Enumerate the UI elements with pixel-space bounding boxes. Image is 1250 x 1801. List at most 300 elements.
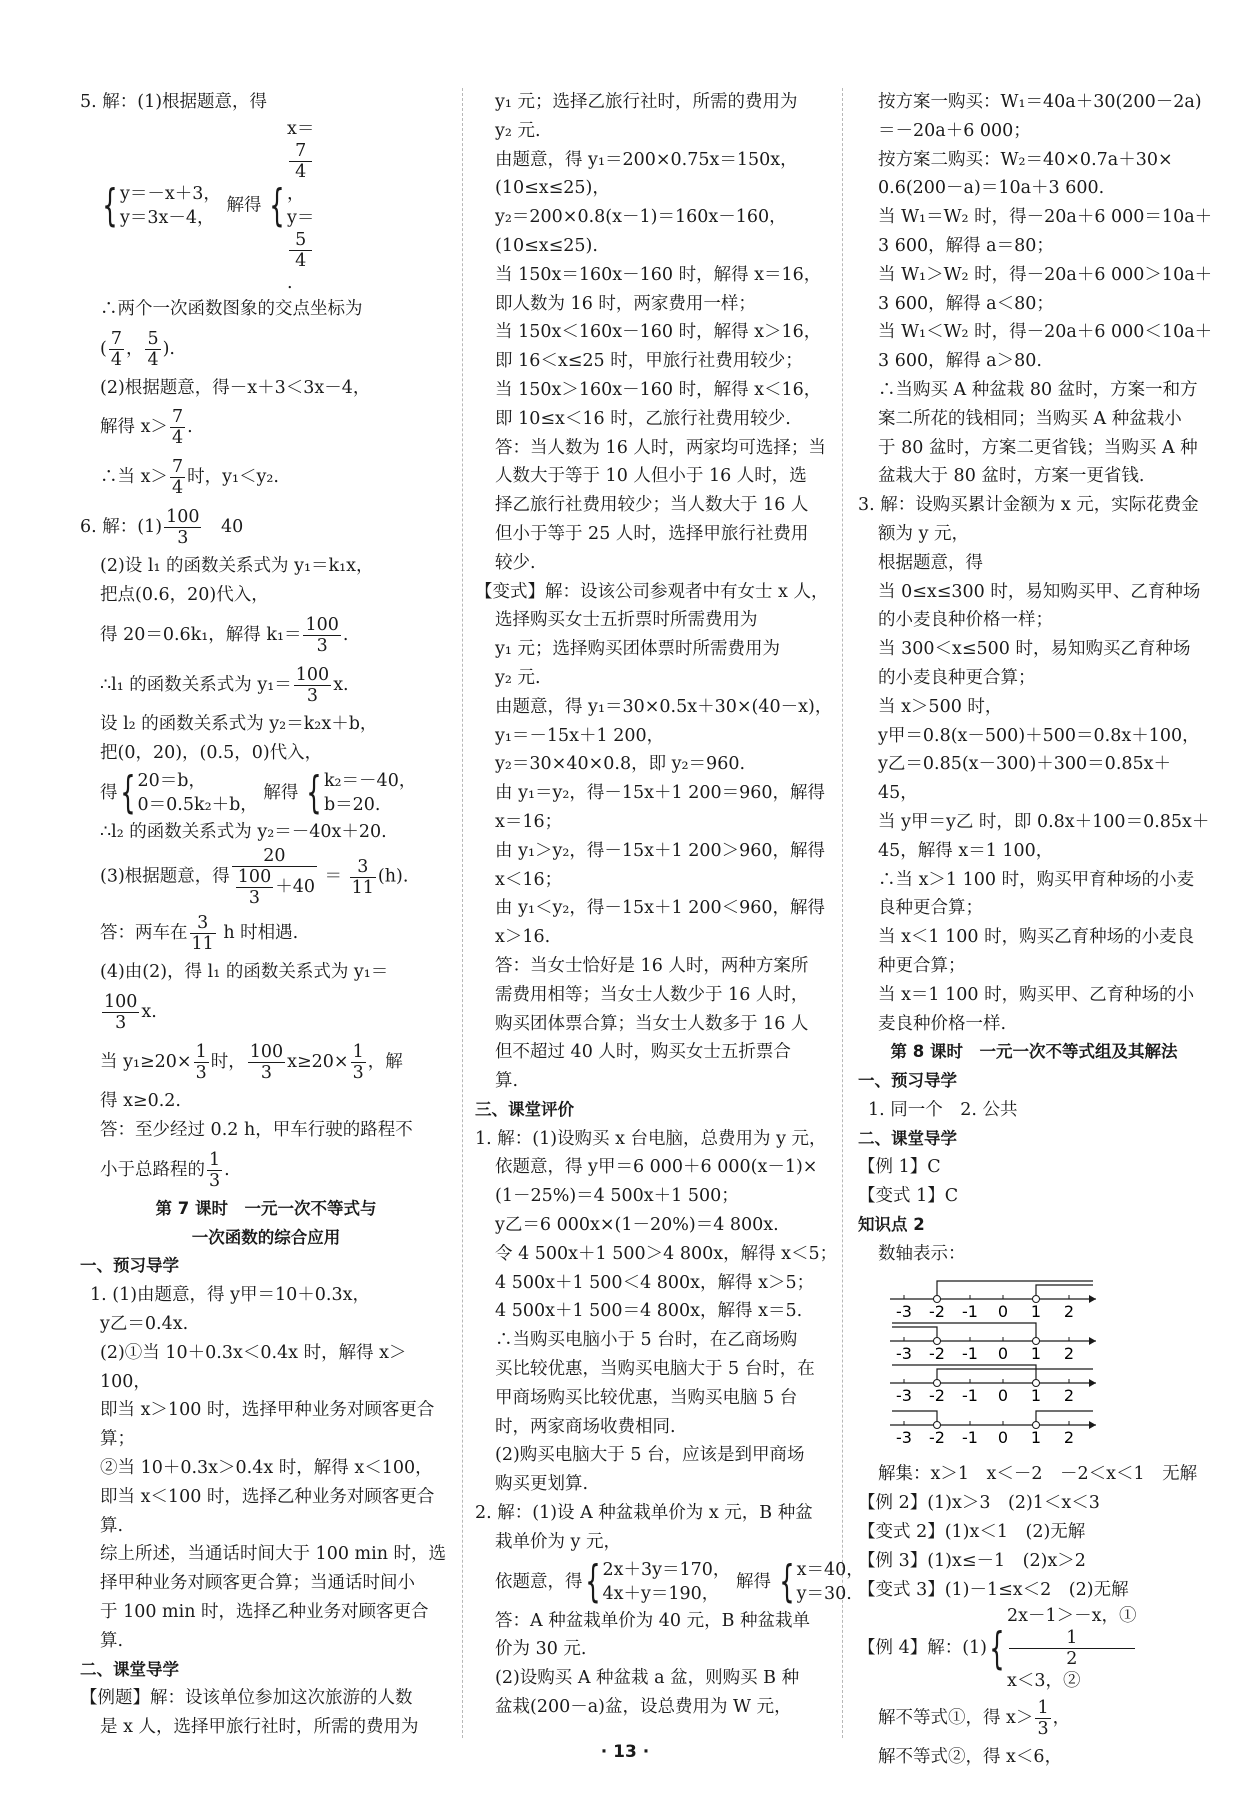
text: 依题意，得 xyxy=(495,1571,583,1592)
text-line: 4 500x＋1 500＝4 800x，解得 x＝5. xyxy=(495,1301,803,1322)
text: ( xyxy=(100,338,107,359)
fraction xyxy=(194,1042,209,1083)
text: 得 20＝0.6k₁，解得 k₁＝ xyxy=(100,624,302,645)
text: ＋40 xyxy=(275,877,315,898)
text: x. xyxy=(333,674,349,695)
text-line: y₂ 元. xyxy=(495,667,541,688)
numerator: 100 xyxy=(305,614,339,635)
tick-label: 2 xyxy=(1063,1301,1075,1321)
open-point xyxy=(1033,1421,1040,1428)
text-line: 盆栽大于 80 盆时，方案一更省钱. xyxy=(878,466,1145,487)
fraction xyxy=(170,407,185,448)
numerator: 7 xyxy=(171,407,184,428)
text-line xyxy=(475,1556,864,1608)
text: x≥20× xyxy=(287,1052,349,1073)
equation: 2x＋3y＝170， xyxy=(602,1560,731,1581)
open-point xyxy=(934,1295,941,1302)
text-line: 择乙旅行社费用较少；当人数大于 16 人 xyxy=(495,495,809,516)
numerator: 5 xyxy=(289,230,312,251)
denominator: 3 xyxy=(306,685,319,706)
text-line: y₂ 元. xyxy=(495,120,541,141)
text-line: (1－25%)＝4 500x＋1 500； xyxy=(495,1186,739,1207)
inequality: 2x－1＞－x，① xyxy=(1007,1606,1137,1627)
text: ，解 xyxy=(367,1052,403,1073)
text-line: 算. xyxy=(495,1071,519,1092)
column-divider-1 xyxy=(462,88,463,1738)
equation-system xyxy=(287,117,314,295)
equation: k₂＝－40， xyxy=(323,771,417,792)
text-line: 是 x 人，选择甲旅行社时，所需的费用为 xyxy=(100,1717,419,1738)
fraction xyxy=(289,141,312,182)
text: 解不等式①，得 x＞ xyxy=(878,1708,1034,1729)
text: 解得 xyxy=(730,1571,777,1592)
text-line: 0.6(200－a)＝10a＋3 600. xyxy=(878,178,1105,199)
example-line: 【例题】解：设该单位参加这次旅游的人数 xyxy=(80,1688,413,1709)
tick-label: -3 xyxy=(896,1343,912,1363)
equation xyxy=(287,117,314,206)
solution-ray xyxy=(892,1411,937,1425)
text: h 时相遇. xyxy=(217,923,299,944)
text-line: 于 80 盆时，方案二更省钱；当购买 A 种 xyxy=(878,437,1198,458)
example-line: 【例 1】C xyxy=(858,1157,941,1178)
text: . xyxy=(342,624,349,645)
text: ). xyxy=(162,338,175,359)
text-line: 种更合算； xyxy=(878,955,966,976)
text-line: 价为 30 元. xyxy=(495,1639,587,1660)
text: 时， xyxy=(210,1052,246,1073)
numerator: 20 xyxy=(232,846,317,867)
text-line: 根据题意，得 xyxy=(878,552,983,573)
tick-label: 2 xyxy=(1063,1427,1075,1447)
numerator: 100 xyxy=(295,664,330,685)
text-line: 答：当女士恰好是 16 人时，两种方案所 xyxy=(495,955,809,976)
text-line: 100， xyxy=(100,1371,151,1392)
brace: { xyxy=(102,179,118,231)
text: (h). xyxy=(377,866,409,887)
text-line: 当 150x＞160x－160 时，解得 x＜16， xyxy=(495,379,822,400)
text: . xyxy=(224,1159,230,1180)
text-line: 由题意，得 y₁＝200×0.75x＝150x， xyxy=(495,149,798,170)
open-point xyxy=(934,1337,941,1344)
tick-label: 0 xyxy=(997,1385,1009,1405)
solution-ray xyxy=(892,1323,1036,1341)
column-middle xyxy=(475,88,864,1738)
text-line: 答：当人数为 16 人时，两家均可选择；当 xyxy=(495,437,826,458)
fraction xyxy=(289,230,312,271)
text-line: 即当 x＞100 时，选择甲种业务对顾客更合 xyxy=(100,1400,435,1421)
fraction xyxy=(164,507,201,548)
text-line: 即 16＜x≤25 时，甲旅行社费用较少； xyxy=(495,351,803,372)
text-line: 3 600，解得 a＝80； xyxy=(878,235,1054,256)
text-line: ∴当购买 A 种盆栽 80 盆时，方案一和方 xyxy=(878,379,1198,400)
text-line: 择甲种业务对顾客更合算；当通话时间小 xyxy=(100,1573,415,1594)
text-line: y乙＝0.4x. xyxy=(100,1313,189,1334)
text-line: 依题意，得 y甲＝6 000＋6 000(x－1)× xyxy=(495,1157,818,1178)
text-line: 当 150x＜160x－160 时，解得 x＞16， xyxy=(495,322,822,343)
equation xyxy=(287,206,314,295)
numerator: 3 xyxy=(190,913,216,934)
text-line xyxy=(80,987,452,1037)
example-line xyxy=(858,1604,1210,1693)
denominator: 3 xyxy=(316,635,328,656)
denominator: 3 xyxy=(195,1063,207,1084)
number-line-diagrams xyxy=(888,1273,1108,1445)
number-line-1 xyxy=(890,1281,1096,1321)
problem-start: 2. 解：(1)设 A 种盆栽单价为 x 元，B 种盆 xyxy=(475,1503,813,1524)
tick-label: -1 xyxy=(962,1385,978,1405)
text-line xyxy=(80,610,452,660)
denominator: 3 xyxy=(115,1013,127,1034)
problem-start xyxy=(80,502,452,552)
denominator: 3 xyxy=(209,1170,221,1191)
brace: { xyxy=(584,1556,601,1608)
text-line: 于 100 min 时，选择乙种业务对顾客更合 xyxy=(100,1601,429,1622)
fraction xyxy=(350,857,376,898)
numerator: 5 xyxy=(147,328,159,349)
numerator: 7 xyxy=(289,141,312,162)
lesson-title: 一次函数的综合应用 xyxy=(191,1227,341,1247)
text-line: 案二所花的钱相同；当购买 A 种盆栽小 xyxy=(878,408,1182,429)
text-line: 4 500x＋1 500＜4 800x，解得 x＞5； xyxy=(495,1272,815,1293)
text-line: ②当 10＋0.3x＞0.4x 时，解得 x＜100， xyxy=(100,1457,433,1478)
fraction xyxy=(248,1042,285,1083)
text-line: 解不等式②，得 x＜6， xyxy=(878,1747,1063,1768)
text-line: ∴l₂ 的函数关系式为 y₂＝－40x＋20. xyxy=(100,821,387,842)
equation-system xyxy=(324,769,416,817)
text: . xyxy=(287,272,293,293)
text-line: 按方案二购买：W₂＝40×0.7a＋30× xyxy=(878,149,1173,170)
tick-label: -2 xyxy=(929,1427,945,1447)
text-line: x＜16； xyxy=(495,869,563,890)
text-line: 当 W₁＞W₂ 时，得－20a＋6 000＞10a＋ xyxy=(878,264,1213,285)
text-line: 令 4 500x＋1 500＞4 800x，解得 x＜5； xyxy=(495,1243,838,1264)
section-heading: 一、预习导学 xyxy=(80,1256,179,1276)
text-line: 即当 x＜100 时，选择乙种业务对顾客更合 xyxy=(100,1486,435,1507)
denominator xyxy=(232,867,317,908)
tick-label: -2 xyxy=(929,1343,945,1363)
denominator: 4 xyxy=(295,161,307,182)
text-line: 3 600，解得 a＜80； xyxy=(878,293,1054,314)
tick-label: 0 xyxy=(997,1301,1009,1321)
axis-arrow xyxy=(1089,1379,1096,1387)
text-line: (2)设 l₁ 的函数关系式为 y₁＝k₁x， xyxy=(100,556,374,577)
tick-label: -1 xyxy=(962,1427,978,1447)
text-line: 由 y₁＝y₂，得－15x＋1 200＝960，解得 xyxy=(495,783,826,804)
text-line: y乙＝0.85(x－300)＋300＝0.85x＋ xyxy=(878,754,1172,775)
numerator: 1 xyxy=(195,1042,207,1063)
text-line: 把(0，20)，(0.5，0)代入， xyxy=(100,742,323,763)
example-line: 【例 2】(1)x＞3 (2)1＜x＜3 xyxy=(858,1493,1100,1514)
text: 解得 xyxy=(257,782,304,803)
text-line: 的小麦良种价格一样； xyxy=(878,610,1053,631)
equation: x＝40， xyxy=(796,1560,864,1581)
text-line xyxy=(80,1037,452,1087)
numerator: 100 xyxy=(104,992,138,1013)
fraction xyxy=(170,457,185,498)
open-point xyxy=(1033,1337,1040,1344)
solution-ray xyxy=(1036,1285,1093,1299)
text-line: ＝－20a＋6 000； xyxy=(878,120,1031,141)
equation: y＝3x－4， xyxy=(120,207,215,228)
numerator: 1 xyxy=(209,1149,221,1170)
complex-fraction xyxy=(232,846,317,908)
text-line: 选择购买女士五折票时所需费用为 xyxy=(495,610,758,631)
text-line: ∴两个一次函数图象的交点坐标为 xyxy=(100,298,363,319)
text-line xyxy=(80,324,452,374)
fraction xyxy=(294,665,331,706)
text-line: 盆栽(200－a)盆，设总费用为 W 元， xyxy=(495,1697,792,1718)
text-line: 45，解得 x＝1 100， xyxy=(878,840,1054,861)
example-line: 【变式 1】C xyxy=(858,1186,959,1207)
tick-label: 1 xyxy=(1030,1427,1042,1447)
equation: 0＝0.5k₂＋b， xyxy=(137,795,258,816)
text: 小于总路程的 xyxy=(100,1159,205,1180)
text: ＝ xyxy=(318,866,348,887)
text-line: y甲＝0.8(x－500)＋500＝0.8x＋100， xyxy=(878,725,1200,746)
text-line: 但不超过 40 人时，购买女士五折票合 xyxy=(495,1042,791,1063)
text-line: 购买团体票合算；当女士人数多于 16 人 xyxy=(495,1013,809,1034)
denominator: 3 xyxy=(260,1063,272,1084)
text-line: 即 10≤x＜16 时，乙旅行社费用较少. xyxy=(495,408,791,429)
tick-label: 1 xyxy=(1030,1301,1042,1321)
lesson-title: 第 7 课时 一元一次不等式与 xyxy=(155,1198,377,1218)
text-line xyxy=(80,846,452,908)
text-line: 甲商场购买比较优惠，当购买电脑 5 台 xyxy=(495,1387,798,1408)
equation: 20＝b， xyxy=(137,771,206,792)
text-line xyxy=(80,1145,452,1195)
denominator: 3 xyxy=(352,1063,364,1084)
text-line: (2)根据题意，得－x＋3＜3x－4， xyxy=(100,377,371,398)
text-line: 人数大于等于 10 人但小于 16 人时，选 xyxy=(495,466,807,487)
text-line: (2)①当 10＋0.3x＜0.4x 时，解得 x＞ xyxy=(100,1342,407,1363)
text-line: 当 x＞500 时， xyxy=(878,696,1003,717)
text: 答：两车在 xyxy=(100,923,188,944)
text-line xyxy=(80,452,452,502)
equation-system xyxy=(120,182,221,230)
tick-label: -2 xyxy=(929,1301,945,1321)
text-line: 的小麦良种更合算； xyxy=(878,667,1036,688)
text-line: 即人数为 16 时，两家费用一样； xyxy=(495,293,756,314)
text-line xyxy=(80,768,452,818)
numerator: 7 xyxy=(171,457,184,478)
fraction xyxy=(1035,1698,1050,1739)
example-line: 【变式 3】(1)－1≤x＜2 (2)无解 xyxy=(858,1579,1129,1600)
text-line: (10≤x≤25). xyxy=(495,235,598,256)
text-line: (2)购买电脑大于 5 台，应该是到甲商场 xyxy=(495,1445,805,1466)
text-line xyxy=(80,117,452,295)
text-line: 按方案一购买：W₁＝40a＋30(200－2a) xyxy=(878,92,1202,112)
text-line: (2)设购买 A 种盆栽 a 盆，则购买 B 种 xyxy=(495,1668,800,1689)
fraction xyxy=(190,913,216,954)
text-line: 当 y甲＝y乙 时，即 0.8x＋100＝0.85x＋ xyxy=(878,811,1210,832)
page-number: · 13 · xyxy=(600,1742,650,1762)
text-line: 买比较优惠，当购买电脑大于 5 台时，在 xyxy=(495,1359,815,1380)
text: ， xyxy=(125,338,144,359)
text-line: 时，两家商场收费相同. xyxy=(495,1416,676,1437)
text-line: 算. xyxy=(100,1630,124,1651)
text-line: 购买更划算. xyxy=(495,1474,589,1495)
text: ， xyxy=(1052,1708,1071,1729)
text-line: 1. 同一个 2. 公共 xyxy=(868,1099,1018,1120)
section-heading: 二、课堂导学 xyxy=(80,1659,179,1679)
text-line: 综上所述，当通话时间大于 100 min 时，选 xyxy=(100,1544,447,1565)
axis-arrow xyxy=(1089,1421,1096,1429)
section-heading: 知识点 2 xyxy=(858,1215,925,1235)
equation-system xyxy=(603,1558,731,1606)
text: 时，y₁＜y₂. xyxy=(187,467,279,488)
inequality-system xyxy=(1007,1604,1137,1693)
tick-label: 2 xyxy=(1063,1385,1075,1405)
text-line xyxy=(80,402,452,452)
equation: y＝30. xyxy=(796,1584,852,1605)
text-line: 麦良种价格一样. xyxy=(878,1013,1007,1034)
text: . xyxy=(187,417,193,438)
text-line: ∴当 x＞1 100 时，购买甲育种场的小麦 xyxy=(878,869,1195,890)
text-line: 1. (1)由题意，得 y甲＝10＋0.3x， xyxy=(90,1285,370,1306)
tick-label: 1 xyxy=(1030,1343,1042,1363)
numerator: 3 xyxy=(350,857,376,878)
numerator: 100 xyxy=(249,1042,284,1063)
text-line: 当 x＝1 100 时，购买甲、乙育种场的小 xyxy=(878,984,1195,1005)
column-right xyxy=(858,88,1213,1768)
fraction xyxy=(145,329,160,370)
solution-ray xyxy=(937,1281,1093,1299)
denominator: 4 xyxy=(147,349,159,370)
tick-label: 0 xyxy=(997,1343,1009,1363)
text-line: y₁ 元；选择购买团体票时所需费用为 xyxy=(495,639,780,660)
text: 40 xyxy=(203,517,244,538)
text-line: 数轴表示： xyxy=(878,1243,966,1264)
text-line: (10≤x≤25)， xyxy=(495,178,610,199)
text-line: 栽单价为 y 元， xyxy=(495,1531,622,1552)
text-line: 45， xyxy=(878,783,918,804)
text-line: 答：A 种盆栽单价为 40 元，B 种盆栽单 xyxy=(495,1610,811,1631)
fraction xyxy=(1009,1628,1135,1669)
text-line xyxy=(80,908,452,958)
text-line: 当 150x＝160x－160 时，解得 x＝16， xyxy=(495,264,822,285)
number-line-3 xyxy=(890,1365,1096,1405)
axis-arrow xyxy=(1089,1295,1096,1303)
open-point xyxy=(1033,1379,1040,1386)
text-line xyxy=(858,1693,1210,1743)
text-line: 当 W₁＜W₂ 时，得－20a＋6 000＜10a＋ xyxy=(878,322,1213,343)
text: 解得 xyxy=(220,195,268,216)
text-line: 良种更合算； xyxy=(878,898,983,919)
text: (3)根据题意，得 xyxy=(100,866,230,887)
numerator: 100 xyxy=(237,867,272,888)
text-line: 设 l₂ 的函数关系式为 y₂＝k₂x＋b， xyxy=(100,713,378,734)
tick-label: -1 xyxy=(962,1301,978,1321)
text-line: 得 x≥0.2. xyxy=(100,1091,181,1112)
solution-ray xyxy=(937,1369,1093,1383)
equation-system xyxy=(797,1558,864,1606)
text-line: 当 W₁＝W₂ 时，得－20a＋6 000＝10a＋ xyxy=(878,207,1213,228)
numerator: 100 xyxy=(166,507,200,528)
text-line: 3 600，解得 a＞80. xyxy=(878,351,1042,372)
numerator: 1 xyxy=(1009,1628,1135,1649)
open-point xyxy=(934,1421,941,1428)
text-line: 由 y₁＜y₂，得－15x＋1 200＜960，解得 xyxy=(495,898,826,919)
fraction xyxy=(109,329,124,370)
solution-ray xyxy=(1036,1411,1093,1425)
text-line: 当 0≤x≤300 时，易知购买甲、乙育种场 xyxy=(878,581,1201,602)
text-line: 算. xyxy=(100,1515,124,1536)
text: ∴l₁ 的函数关系式为 y₁＝ xyxy=(100,674,292,695)
text: 得 xyxy=(100,782,118,803)
denominator: 11 xyxy=(191,934,214,955)
denominator: 11 xyxy=(351,877,374,898)
tick-label: -3 xyxy=(896,1427,912,1447)
text-line: 算； xyxy=(100,1429,135,1450)
brace: { xyxy=(306,767,322,819)
text: x＜3，② xyxy=(1007,1671,1081,1692)
problem-start: 1. 解：(1)设购买 x 台电脑，总费用为 y 元， xyxy=(475,1128,827,1149)
text-line: y₂＝200×0.8(x－1)＝160x－160， xyxy=(495,207,787,228)
text-line: 但小于等于 25 人时，选择甲旅行社费用 xyxy=(495,523,809,544)
open-point xyxy=(934,1379,941,1386)
text: 6. 解：(1) xyxy=(80,517,163,538)
numerator: 1 xyxy=(1037,1698,1049,1719)
example-line: 【变式 2】(1)x＜1 (2)无解 xyxy=(858,1522,1086,1543)
fraction xyxy=(303,615,340,656)
problem-start: 5. 解：(1)根据题意，得 xyxy=(80,92,268,112)
column-left xyxy=(80,88,452,1738)
numerator: 1 xyxy=(352,1042,364,1063)
text-line: y₁＝－15x＋1 200， xyxy=(495,725,665,746)
equation: y＝－x＋3， xyxy=(120,183,221,204)
denominator: 4 xyxy=(295,250,307,271)
tick-label: -2 xyxy=(929,1385,945,1405)
text-line: 解集：x＞1 x＜－2 －2＜x＜1 无解 xyxy=(878,1464,1198,1485)
text-line: 当 300＜x≤500 时，易知购买乙育种场 xyxy=(878,639,1191,660)
problem-start: 3. 解：设购买累计金额为 x 元，实际花费金 xyxy=(858,495,1199,516)
text-line: 把点(0.6，20)代入， xyxy=(100,585,269,606)
axis-arrow xyxy=(1089,1337,1096,1345)
inequality xyxy=(1007,1628,1137,1693)
tick-label: -1 xyxy=(962,1343,978,1363)
text: y＝ xyxy=(287,207,315,228)
lesson-title: 第 8 课时 一元一次不等式组及其解法 xyxy=(890,1042,1178,1062)
example-line: 【变式】解：设该公司参观者中有女士 x 人， xyxy=(475,581,829,602)
text-line: ∴当购买电脑小于 5 台时，在乙商场购 xyxy=(495,1330,798,1351)
brace: { xyxy=(989,1622,1005,1674)
column-divider-2 xyxy=(842,88,843,1738)
example-line: 【例 3】(1)x≤－1 (2)x＞2 xyxy=(858,1550,1086,1571)
fraction xyxy=(236,867,273,908)
section-heading: 二、课堂导学 xyxy=(858,1128,957,1148)
tick-label: -3 xyxy=(896,1385,912,1405)
denominator: 3 xyxy=(248,888,261,909)
text-line: y乙＝6 000x×(1－20%)＝4 800x. xyxy=(495,1215,779,1236)
solution-ray xyxy=(892,1327,937,1341)
text-line: 答：至少经过 0.2 h，甲车行驶的路程不 xyxy=(100,1119,413,1140)
text-line xyxy=(80,660,452,710)
fraction xyxy=(207,1150,222,1191)
text-line: 额为 y 元， xyxy=(878,523,970,544)
text-line: x＞16. xyxy=(495,927,551,948)
text-line: 需费用相等；当女士人数少于 16 人时， xyxy=(495,984,809,1005)
text: x. xyxy=(141,1002,157,1023)
tick-label: -3 xyxy=(896,1301,912,1321)
brace: { xyxy=(778,1556,795,1608)
text: 【例 4】解：(1) xyxy=(858,1638,987,1659)
number-lines xyxy=(888,1273,1210,1455)
section-heading: 一、预习导学 xyxy=(858,1071,957,1091)
denominator: 2 xyxy=(1066,1649,1078,1670)
denominator: 3 xyxy=(177,528,189,549)
text: ， xyxy=(287,183,305,204)
fraction xyxy=(102,992,139,1033)
